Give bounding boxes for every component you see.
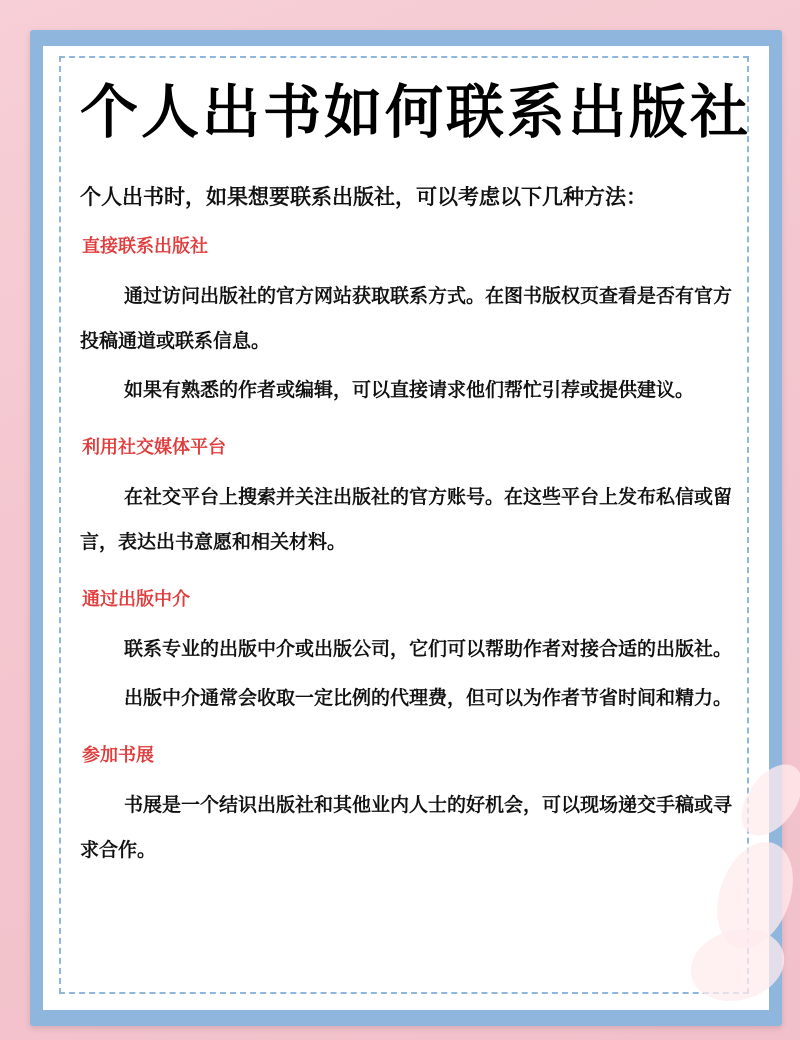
section-paragraph: 如果有熟悉的作者或编辑，可以直接请求他们帮忙引荐或提供建议。: [124, 379, 695, 401]
section-agent: [80, 587, 740, 721]
section-direct-contact: [80, 234, 740, 413]
section-paragraph: 通过访问出版社的官方网站获取联系方式。在图书版权页查看是否有官方投稿通道或联系信息。: [80, 285, 733, 352]
section-heading: 通过出版中介: [82, 589, 190, 610]
section-heading: 直接联系出版社: [82, 236, 208, 257]
section-paragraph: 出版中介通常会收取一定比例的代理费，但可以为作者节省时间和精力。: [124, 687, 733, 709]
section-paragraph: 书展是一个结识出版社和其他业内人士的好机会，可以现场递交手稿或寻求合作。: [80, 794, 733, 861]
section-social-media: [80, 435, 740, 565]
section-heading: 参加书展: [82, 745, 154, 766]
article: [80, 70, 752, 873]
page-title: 个人出书如何联系出版社: [80, 78, 752, 146]
section-paragraph: 在社交平台上搜索并关注出版社的官方账号。在这些平台上发布私信或留言，表达出书意愿和相关材料。: [80, 486, 733, 553]
section-heading: 利用社交媒体平台: [82, 437, 226, 458]
section-book-fair: [80, 743, 740, 873]
intro-text: 个人出书时，如果想要联系出版社，可以考虑以下几种方法：: [80, 185, 647, 209]
section-paragraph: 联系专业的出版中介或出版公司，它们可以帮助作者对接合适的出版社。: [124, 638, 733, 660]
